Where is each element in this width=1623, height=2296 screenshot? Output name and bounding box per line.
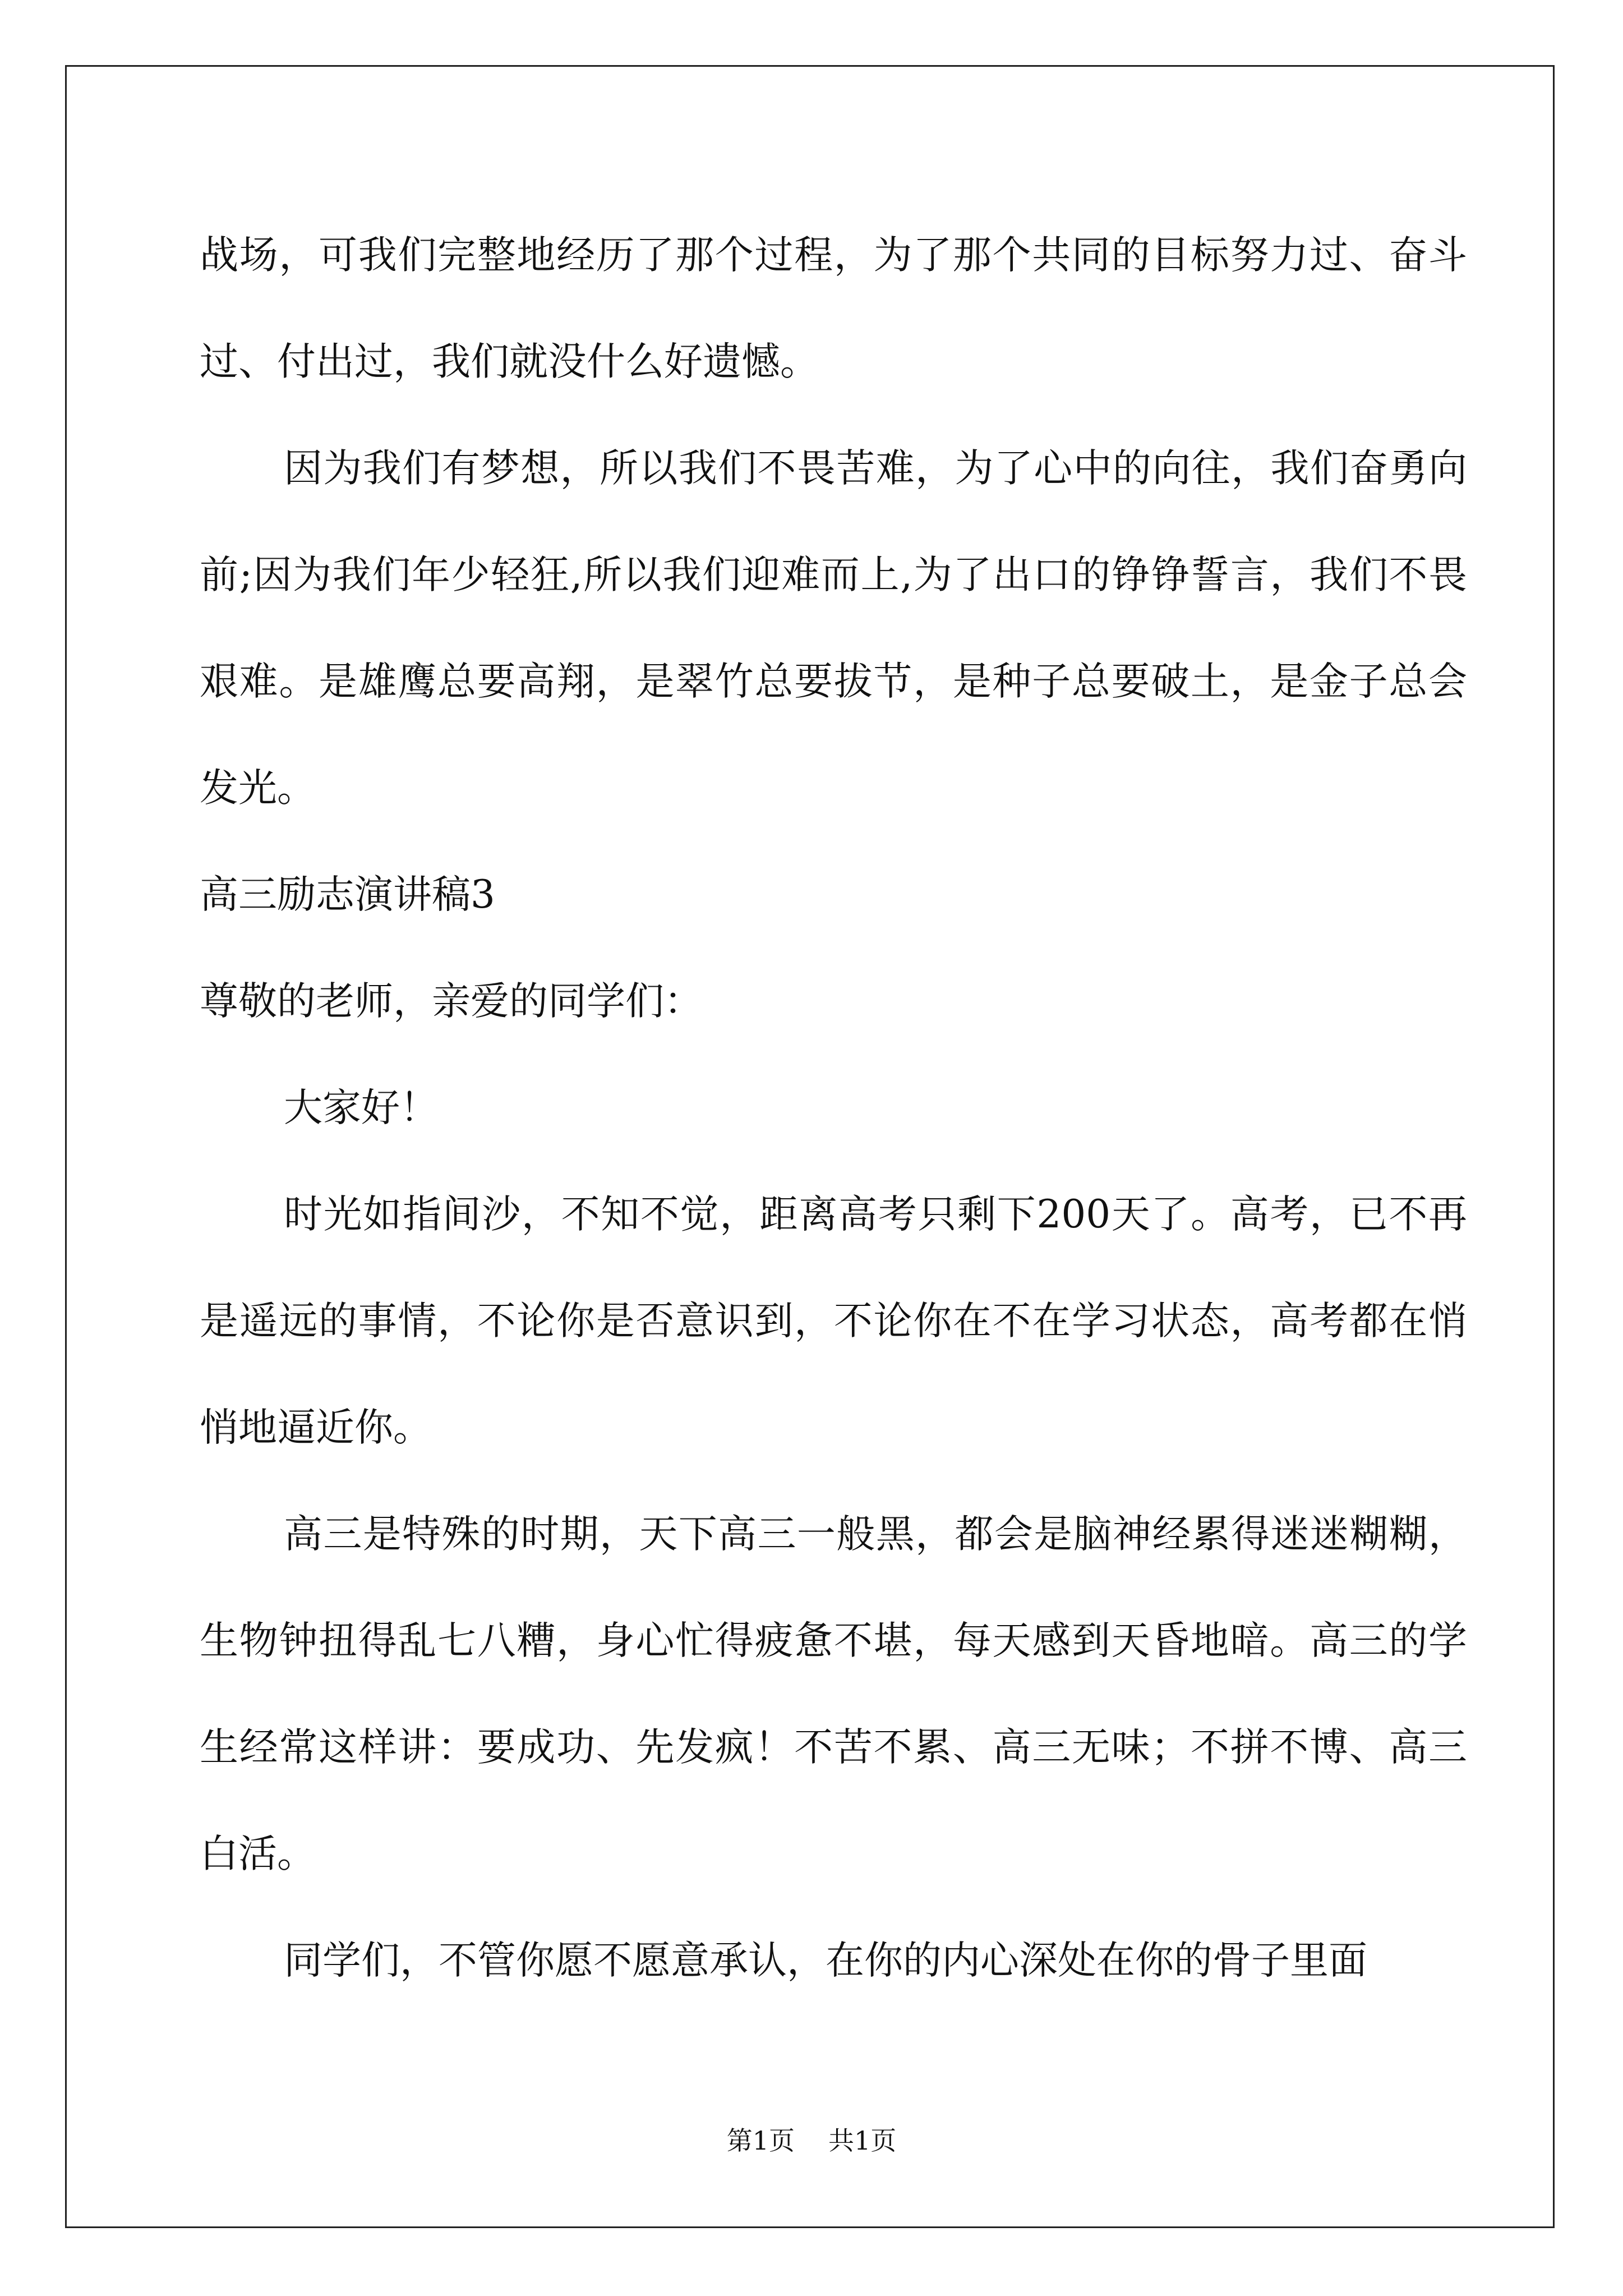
paragraph-4: 高三是特殊的时期，天下高三一般黑，都会是脑神经累得迷迷糊糊，生物钟扭得乱七八糟，身心忙得疲惫不堪，每天感到天昏地暗。高三的学生经常这样讲：要成功、先发疯！不苦不累、高三无味；不拼不博、高三白活。 bbox=[200, 1512, 1467, 1876]
paragraph-3: 时光如指间沙，不知不觉，距离高考只剩下200天了。高考，已不再是遥远的事情，不论你是否意识到，不论你在不在学习状态，高考都在悄悄地逼近你。 bbox=[200, 1192, 1467, 1450]
salutation: 尊敬的老师，亲爱的同学们： bbox=[200, 979, 703, 1024]
speech-title: 高三励志演讲稿3 bbox=[200, 872, 495, 917]
page-footer bbox=[0, 2124, 1623, 2157]
page-number: 第1页 bbox=[726, 2125, 795, 2156]
paragraph-2: 因为我们有梦想，所以我们不畏苦难，为了心中的向往，我们奋勇向前;因为我们年少轻狂,所以我们迎难而上,为了出口的铮铮誓言，我们不畏艰难。是雄鹰总要高翔，是翠竹总要拔节，是种子总要破土，是金子总会发光。 bbox=[200, 446, 1467, 811]
document-body bbox=[200, 202, 1467, 2014]
greeting: 大家好！ bbox=[284, 1085, 439, 1130]
paragraph-1: 战场，可我们完整地经历了那个过程，为了那个共同的目标努力过、奋斗过、付出过，我们就没什么好遗憾。 bbox=[200, 233, 1467, 384]
paragraph-5: 同学们，不管你愿不愿意承认，在你的内心深处在你的骨子里面 bbox=[284, 1938, 1367, 1983]
page-total: 共1页 bbox=[828, 2125, 897, 2156]
